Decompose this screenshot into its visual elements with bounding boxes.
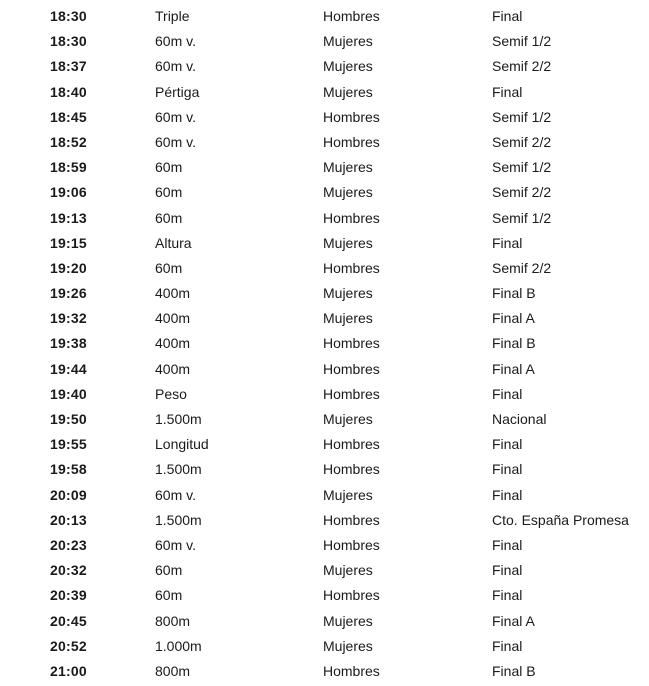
time-cell: 19:44 (50, 360, 87, 377)
event-cell: 400m (155, 360, 191, 377)
event-cell: 1.500m (155, 411, 202, 427)
schedule-row (0, 331, 649, 356)
gender-cell: Hombres (323, 209, 380, 226)
gender-cell: Mujeres (323, 612, 373, 629)
time-cell: 20:45 (50, 612, 87, 629)
round-cell: Final (492, 536, 523, 553)
schedule-row (0, 29, 649, 54)
time-cell: 20:52 (50, 637, 87, 654)
event-cell: 60m v. (155, 108, 196, 125)
time-cell: 19:55 (50, 436, 87, 453)
round-cell: Nacional (492, 411, 547, 427)
time-cell: 18:30 (50, 8, 87, 24)
schedule-row (0, 533, 649, 558)
round-cell: Final (492, 234, 523, 251)
round-cell: Final B (492, 285, 536, 302)
time-cell: 19:20 (50, 259, 87, 276)
round-cell: Semif 2/2 (492, 133, 552, 150)
round-cell: Final (492, 8, 523, 24)
gender-cell: Mujeres (323, 285, 373, 302)
schedule-row (0, 382, 649, 407)
schedule-row (0, 4, 649, 29)
event-cell: 60m v. (155, 58, 196, 75)
time-cell: 18:30 (50, 33, 87, 50)
gender-cell: Hombres (323, 536, 380, 553)
round-cell: Final B (492, 335, 536, 352)
schedule-row (0, 306, 649, 331)
event-cell: Pértiga (155, 83, 200, 100)
time-cell: 19:26 (50, 285, 87, 302)
gender-cell: Hombres (323, 662, 380, 679)
schedule-row (0, 256, 649, 281)
schedule-row (0, 180, 649, 205)
event-cell: Altura (155, 234, 192, 251)
gender-cell: Hombres (323, 8, 380, 24)
event-cell: 800m (155, 612, 191, 629)
schedule-row (0, 105, 649, 130)
event-cell: Triple (155, 8, 190, 24)
round-cell: Semif 2/2 (492, 58, 552, 75)
schedule-row (0, 432, 649, 457)
schedule-row (0, 357, 649, 382)
time-cell: 18:59 (50, 159, 87, 176)
gender-cell: Mujeres (323, 562, 373, 579)
gender-cell: Mujeres (323, 234, 373, 251)
time-cell: 19:32 (50, 310, 87, 327)
event-cell: 400m (155, 335, 191, 352)
gender-cell: Hombres (323, 335, 380, 352)
event-cell: 400m (155, 310, 191, 327)
gender-cell: Hombres (323, 511, 380, 528)
schedule-row (0, 231, 649, 256)
event-cell: 60m (155, 587, 183, 604)
time-cell: 19:50 (50, 411, 87, 427)
schedule-row (0, 583, 649, 608)
round-cell: Semif 1/2 (492, 33, 552, 50)
round-cell: Final A (492, 310, 535, 327)
round-cell: Cto. España Promesa (492, 511, 629, 528)
round-cell: Semif 2/2 (492, 184, 552, 201)
time-cell: 20:23 (50, 536, 87, 553)
event-cell: Longitud (155, 436, 209, 453)
event-cell: 60m (155, 562, 183, 579)
event-cell: 1.500m (155, 511, 202, 528)
gender-cell: Hombres (323, 385, 380, 402)
gender-cell: Hombres (323, 108, 380, 125)
schedule-row (0, 609, 649, 634)
schedule-row (0, 281, 649, 306)
schedule-row (0, 407, 649, 432)
time-cell: 20:09 (50, 486, 87, 503)
gender-cell: Mujeres (323, 159, 373, 176)
schedule-row (0, 457, 649, 482)
round-cell: Final (492, 385, 523, 402)
time-cell: 19:15 (50, 234, 87, 251)
time-cell: 18:45 (50, 108, 87, 125)
gender-cell: Mujeres (323, 411, 373, 427)
round-cell: Final (492, 83, 523, 100)
gender-cell: Mujeres (323, 33, 373, 50)
event-cell: 60m (155, 209, 183, 226)
event-cell: 1.500m (155, 461, 202, 478)
round-cell: Semif 1/2 (492, 209, 552, 226)
gender-cell: Hombres (323, 133, 380, 150)
time-cell: 20:32 (50, 562, 87, 579)
gender-cell: Mujeres (323, 486, 373, 503)
event-cell: 60m v. (155, 536, 196, 553)
round-cell: Semif 1/2 (492, 108, 552, 125)
event-cell: 60m v. (155, 486, 196, 503)
schedule-row (0, 659, 649, 684)
time-cell: 19:06 (50, 184, 87, 201)
time-cell: 19:40 (50, 385, 87, 402)
time-cell: 20:13 (50, 511, 87, 528)
schedule-row (0, 508, 649, 533)
time-cell: 18:40 (50, 83, 87, 100)
gender-cell: Mujeres (323, 83, 373, 100)
gender-cell: Mujeres (323, 310, 373, 327)
round-cell: Semif 2/2 (492, 259, 552, 276)
schedule-row (0, 634, 649, 659)
event-cell: 400m (155, 285, 191, 302)
time-cell: 21:00 (50, 662, 87, 679)
time-cell: 19:38 (50, 335, 87, 352)
gender-cell: Mujeres (323, 637, 373, 654)
round-cell: Final B (492, 662, 536, 679)
gender-cell: Hombres (323, 587, 380, 604)
round-cell: Final (492, 486, 523, 503)
schedule-row (0, 483, 649, 508)
round-cell: Final (492, 587, 523, 604)
round-cell: Final (492, 562, 523, 579)
schedule-row (0, 206, 649, 231)
round-cell: Semif 1/2 (492, 159, 552, 176)
gender-cell: Mujeres (323, 58, 373, 75)
time-cell: 18:52 (50, 133, 87, 150)
round-cell: Final (492, 461, 523, 478)
time-cell: 20:39 (50, 587, 87, 604)
gender-cell: Hombres (323, 461, 380, 478)
event-cell: 800m (155, 662, 191, 679)
schedule-row (0, 54, 649, 79)
event-cell: 60m v. (155, 33, 196, 50)
gender-cell: Hombres (323, 436, 380, 453)
schedule-row (0, 80, 649, 105)
event-cell: 1.000m (155, 637, 202, 654)
round-cell: Final A (492, 612, 535, 629)
time-cell: 18:37 (50, 58, 87, 75)
gender-cell: Hombres (323, 259, 380, 276)
schedule-row (0, 155, 649, 180)
gender-cell: Hombres (323, 360, 380, 377)
time-cell: 19:13 (50, 209, 87, 226)
event-cell: 60m v. (155, 133, 196, 150)
event-cell: 60m (155, 259, 183, 276)
event-cell: Peso (155, 385, 187, 402)
event-cell: 60m (155, 184, 183, 201)
round-cell: Final (492, 637, 523, 654)
round-cell: Final (492, 436, 523, 453)
event-cell: 60m (155, 159, 183, 176)
time-cell: 19:58 (50, 461, 87, 478)
schedule-row (0, 130, 649, 155)
schedule-row (0, 558, 649, 583)
round-cell: Final A (492, 360, 535, 377)
gender-cell: Mujeres (323, 184, 373, 201)
